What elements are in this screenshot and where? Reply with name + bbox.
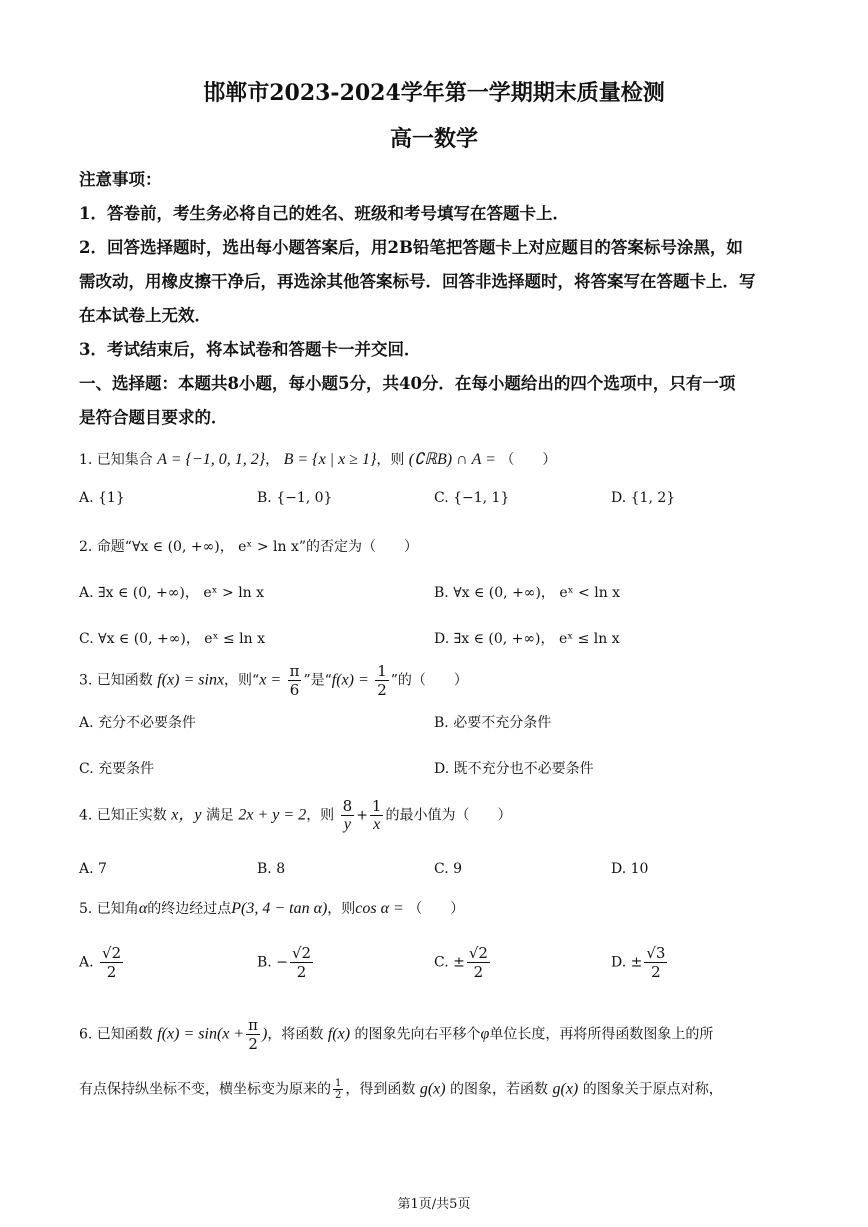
q4-eight-over-y: $\frac{8}{y}$ (342, 797, 353, 833)
question-6-line-1: 6. 已知函数 f(x) = sin(x + $\frac{\pi}{2}$ )，将函数 f(x) 的图象先向右平移个φ单位长度，再将所得函数图象上的所 (79, 1016, 714, 1053)
q3-part-3: ”是“ (303, 672, 332, 689)
q5-part-1: 5. 已知角 (79, 901, 139, 917)
q3-option-b: B. 必要不充分条件 (434, 715, 552, 731)
q5-alpha: α (138, 900, 148, 917)
page-title: 邯郸市2023-2024学年第一学期期末质量检测 (203, 80, 665, 106)
q4-variables: x，y (171, 806, 202, 824)
notice-heading: 注意事项： (79, 170, 162, 189)
q3-function-value: f(x) = (331, 671, 369, 689)
q4-option-d: D. 10 (611, 861, 649, 877)
notice-item-2-line-1: 2．回答选择题时，选出每小题答案后，用2B铅笔把答题卡上对应题目的答案标号涂黑，如 (79, 238, 743, 257)
question-3 (79, 662, 468, 699)
q1-prefix: 1. 已知集合 (79, 452, 153, 468)
q2-option-d: D. ∃x ∈ (0, +∞)， eˣ ≤ ln x (434, 631, 620, 647)
q5-part-2: 的终边经过点 (147, 901, 232, 917)
q1-option-b: B. {−1, 0} (257, 490, 333, 506)
q3-pi-over-six: $\frac{\pi}{6}$ (289, 662, 300, 699)
q3-option-c: C. 充要条件 (79, 761, 155, 777)
q3-x-equals: x = (259, 671, 282, 689)
notice-item-2-line-3: 在本试卷上无效． (79, 306, 211, 325)
q5-cos: cos α = (355, 900, 404, 917)
q1-set-a: A = {−1, 0, 1, 2} (157, 451, 266, 468)
question-1 (79, 449, 556, 469)
q1-then: ，则 (376, 452, 405, 468)
q1-option-c: C. {−1, 1} (434, 490, 510, 506)
q1-option-a: A. {1} (79, 490, 125, 506)
q5-option-b: B. − $\frac{√2}{2}$ (257, 944, 312, 981)
q3-part-1: 3. 已知函数 (79, 672, 153, 689)
q4-option-c: C. 9 (434, 861, 463, 877)
q2-option-b: B. ∀x ∈ (0, +∞)， eˣ < ln x (434, 585, 621, 601)
section-heading-line-2: 是符合题目要求的． (79, 408, 228, 427)
page-number: 第1页/共5页 (397, 1197, 471, 1212)
q3-part-4: ”的（ ） (390, 672, 468, 689)
q4-one-over-x: $\frac{1}{x}$ (371, 797, 382, 833)
notice-item-3: 3．考试结束后，将本试卷和答题卡一并交回． (79, 340, 421, 359)
notice-item-2-line-2: 需改动，用橡皮擦干净后，再选涂其他答案标号．回答非选择题时，将答案写在答题卡上．写 (79, 272, 756, 291)
q3-option-a: A. 充分不必要条件 (79, 715, 197, 731)
q5-option-c: C. ± $\frac{√2}{2}$ (434, 944, 488, 981)
q1-expression: (∁ℝB) ∩ A = (408, 451, 496, 468)
q1-answer-paren: （ ） (500, 452, 557, 468)
q4-part-1: 4. 已知正实数 (79, 807, 167, 824)
question-2: 2. 命题“∀x ∈ (0, +∞)， eˣ > ln x”的否定为（ ） (79, 539, 418, 555)
q1-option-d: D. {1, 2} (611, 490, 676, 506)
q4-condition: 2x + y = 2 (238, 806, 307, 824)
q5-part-3: ，则 (327, 901, 356, 917)
page-subtitle: 高一数学 (389, 126, 478, 152)
q3-function: f(x) = sinx (157, 671, 225, 689)
q4-plus: + (356, 807, 368, 824)
q3-option-d: D. 既不充分也不必要条件 (434, 761, 594, 777)
q1-separator: ， (265, 452, 280, 468)
question-4 (79, 797, 511, 834)
q4-part-2: 满足 (205, 807, 234, 824)
q5-answer-paren: （ ） (408, 901, 465, 917)
q1-set-b: B = {x | x ≥ 1} (283, 451, 377, 468)
q3-one-half: $\frac{1}{2}$ (377, 662, 387, 699)
q5-point: P(3, 4 − tan α) (231, 900, 328, 917)
q4-part-3: ，则 (306, 807, 335, 824)
q5-option-d: D. ± $\frac{√3}{2}$ (611, 944, 666, 981)
q4-option-b: B. 8 (257, 861, 286, 877)
notice-item-1: 1．答卷前，考生务必将自己的姓名、班级和考号填写在答题卡上． (79, 204, 569, 223)
q4-part-4: 的最小值为（ ） (385, 807, 512, 824)
q2-option-c: C. ∀x ∈ (0, +∞)， eˣ ≤ ln x (79, 631, 265, 647)
q2-option-a: A. ∃x ∈ (0, +∞)， eˣ > ln x (79, 585, 265, 601)
question-6-line-2: 有点保持纵坐标不变，横坐标变为原来的 $\frac{1}{2}$ ，得到函数 g(x) 的图象，若函数 g(x) 的图象关于原点对称， (79, 1078, 723, 1101)
q3-part-2: ，则“ (224, 672, 260, 689)
q5-option-a: A. $\frac{√2}{2}$ (79, 944, 122, 981)
section-heading-line-1: 一、选择题：本题共8小题，每小题5分，共40分．在每小题给出的四个选项中，只有一项 (79, 374, 736, 393)
q4-option-a: A. 7 (79, 861, 107, 877)
question-5 (79, 898, 464, 918)
